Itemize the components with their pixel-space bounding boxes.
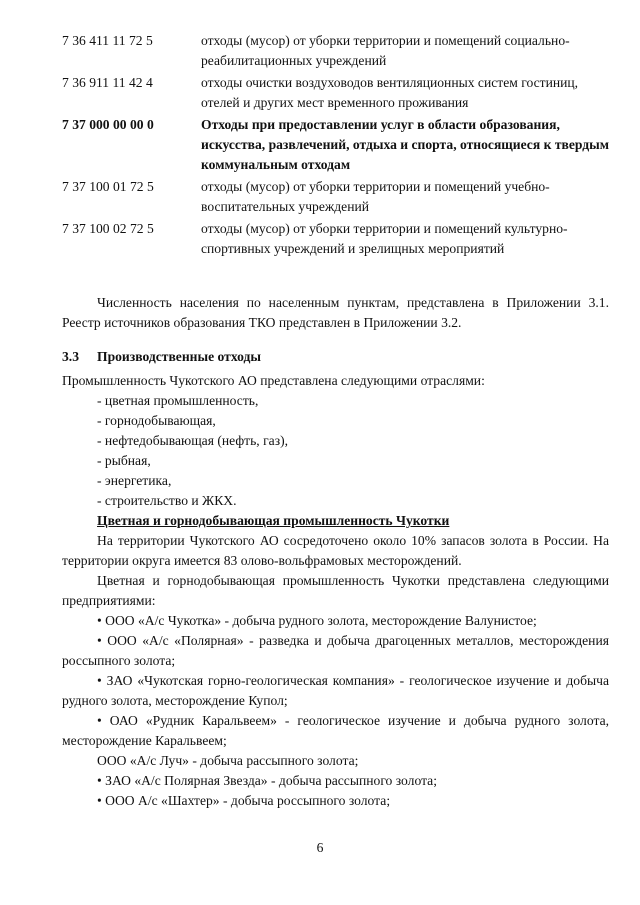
enterprise-item: ООО «А/с Луч» - добыча рассыпного золота; [97, 753, 359, 768]
enterprise-item: • ООО «А/с «Полярная» - разведка и добыча драгоценных металлов, месторождения россыпного золота; [62, 633, 609, 668]
list-item: - горнодобывающая, [97, 413, 216, 428]
industry-list [62, 391, 609, 511]
list-item: - цветная промышленность, [97, 393, 259, 408]
waste-description: отходы (мусор) от уборки территории и помещений культурно-спортивных учреждений и зрелищных мероприятий [201, 221, 568, 256]
waste-description: Отходы при предоставлении услуг в области образования, искусства, развлечений, отдыха и спорта, относящиеся к твердым коммунальным отходам [201, 117, 610, 172]
waste-code: 7 36 411 11 72 5 [62, 33, 153, 48]
gold-paragraph: На территории Чукотского АО сосредоточено около 10% запасов золота в России. На территории округа имеется 83 олово-вольфрамовых месторождений. [62, 533, 609, 568]
enterprise-item: • ЗАО «А/с Полярная Звезда» - добыча рассыпного золота; [97, 773, 437, 788]
table-row [62, 31, 609, 73]
waste-code: 7 37 000 00 00 0 [62, 117, 154, 132]
waste-code: 7 37 100 01 72 5 [62, 179, 154, 194]
list-item: - строительство и ЖКХ. [97, 493, 237, 508]
table-row-group-header [62, 115, 609, 177]
waste-description: отходы (мусор) от уборки территории и помещений социально-реабилитационных учреждений [201, 33, 570, 68]
document-page [62, 0, 609, 811]
section-heading [62, 347, 609, 367]
section-number: 3.3 [62, 349, 79, 364]
waste-description: отходы очистки воздуховодов вентиляционных систем гостиниц, отелей и других мест временного проживания [201, 75, 579, 110]
list-item: - нефтедобывающая (нефть, газ), [97, 433, 288, 448]
table-row [62, 219, 609, 261]
waste-code-table [62, 31, 609, 261]
table-row [62, 177, 609, 219]
table-row [62, 73, 609, 115]
enterprise-item: • ООО «А/с Чукотка» - добыча рудного золота, месторождение Валунистое; [97, 613, 537, 628]
list-item: - энергетика, [97, 473, 172, 488]
enterprises-paragraph: Цветная и горнодобывающая промышленность Чукотки представлена следующими предприятиями: [62, 573, 609, 608]
waste-code: 7 37 100 02 72 5 [62, 221, 154, 236]
industry-intro: Промышленность Чукотского АО представлена следующими отраслями: [62, 373, 485, 388]
waste-code: 7 36 911 11 42 4 [62, 75, 153, 90]
enterprise-item: • ЗАО «Чукотская горно-геологическая компания» - геологическое изучение и добыча рудного золота, месторождение Купол; [62, 673, 609, 708]
enterprise-item: • ООО А/с «Шахтер» - добыча россыпного золота; [97, 793, 391, 808]
section-title: Производственные отходы [97, 349, 262, 364]
population-paragraph: Численность населения по населенным пунктам, представлена в Приложении 3.1. Реестр источников образования ТКО представлен в Приложении 3.2. [62, 295, 609, 330]
page-number: 6 [316, 840, 324, 855]
list-item: - рыбная, [97, 453, 151, 468]
subheading: Цветная и горнодобывающая промышленность Чукотки [97, 513, 450, 528]
waste-description: отходы (мусор) от уборки территории и помещений учебно-воспитательных учреждений [201, 179, 550, 214]
enterprise-item: • ОАО «Рудник Каральвеем» - геологическое изучение и добыча рудного золота, месторождение Каральвеем; [62, 713, 609, 748]
